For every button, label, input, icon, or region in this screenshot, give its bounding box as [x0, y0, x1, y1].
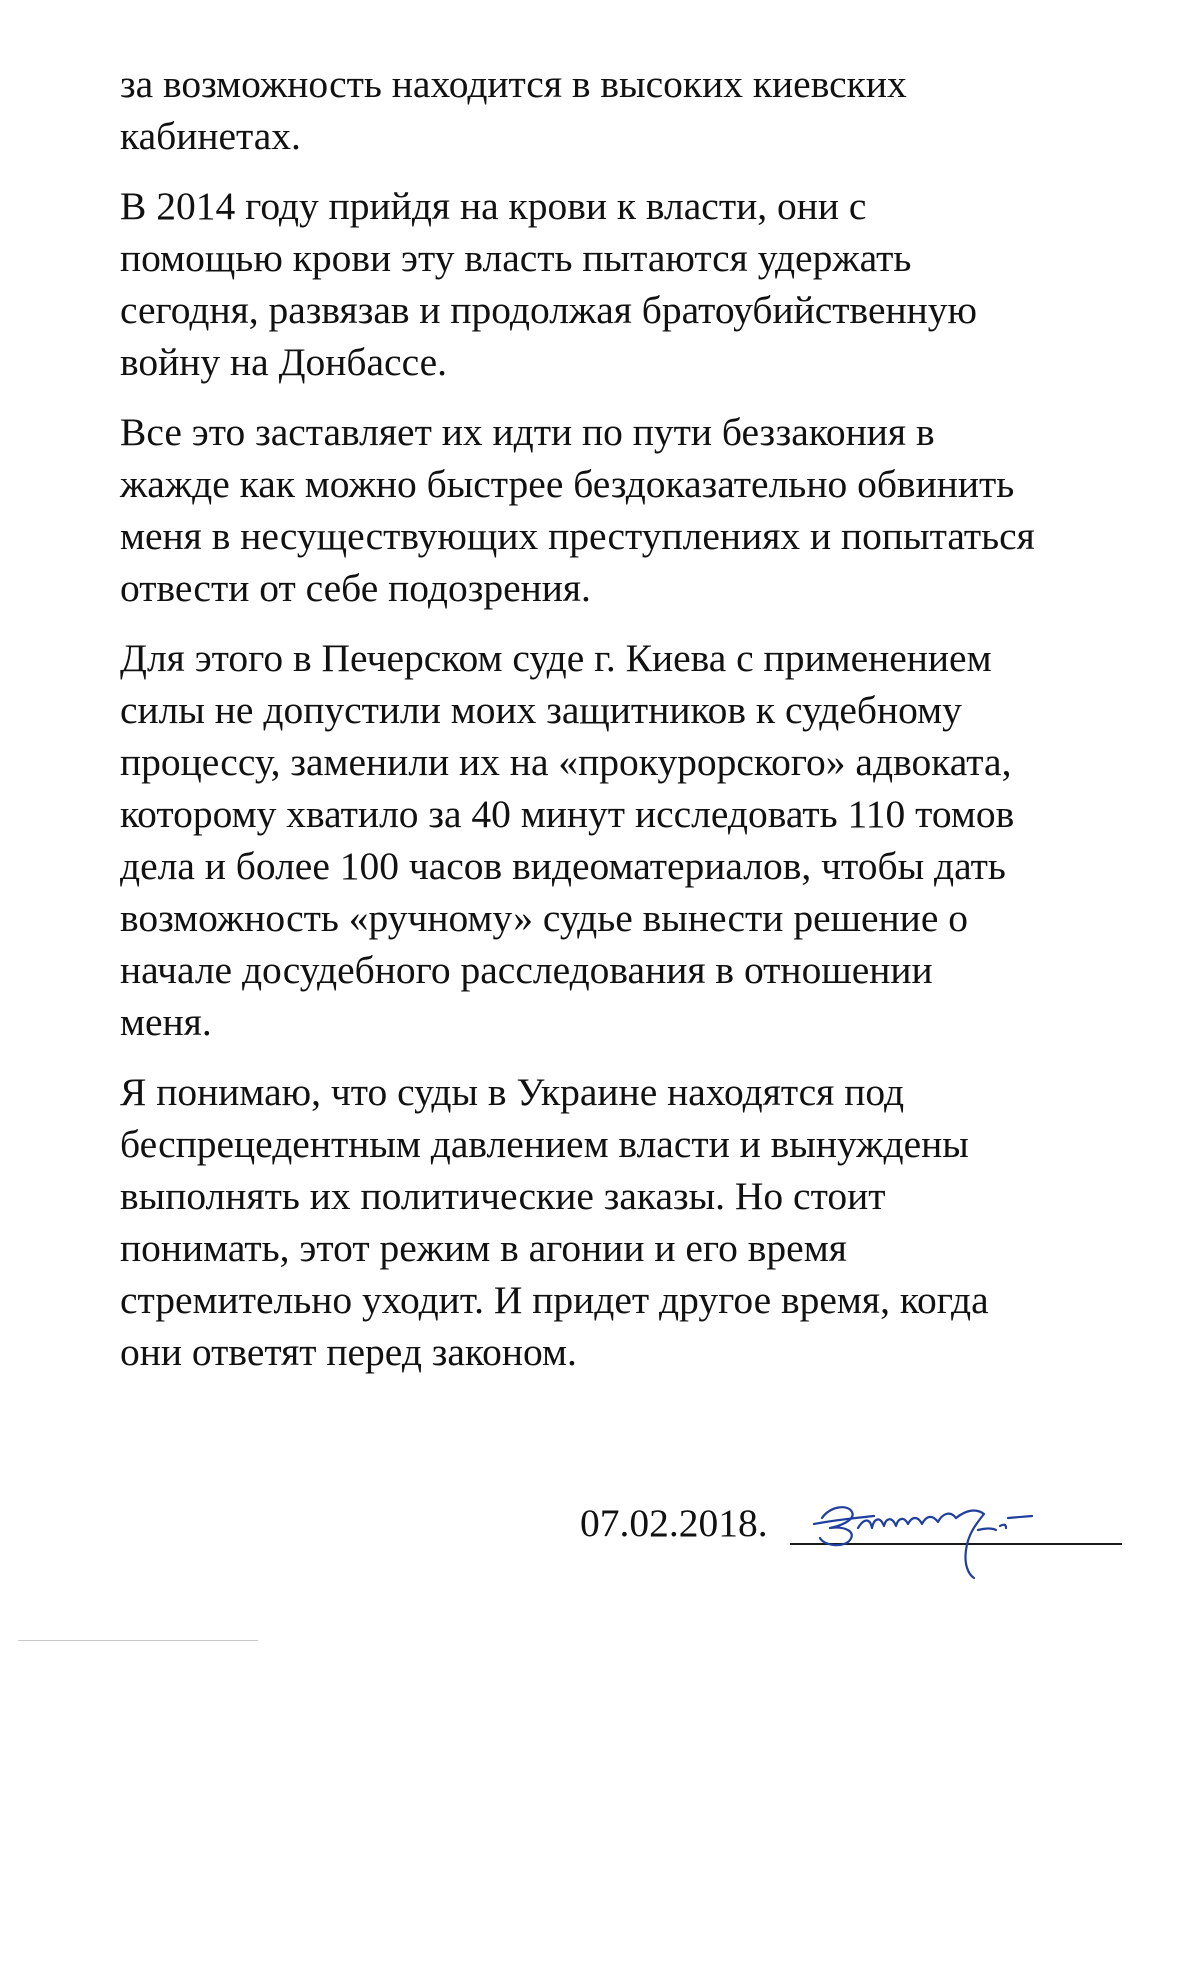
- signature-date: 07.02.2018.: [580, 1501, 768, 1545]
- text-line: за возможность находится в высоких киевских: [120, 62, 907, 106]
- text-line: они ответят перед законом.: [120, 1330, 577, 1374]
- text-line: В 2014 году прийдя на крови к власти, они с: [120, 184, 867, 228]
- text-line: войну на Донбассе.: [120, 340, 447, 384]
- text-line: стремительно уходит. И придет другое время, когда: [120, 1278, 989, 1322]
- text-line: сегодня, развязав и продолжая братоубийственную: [120, 288, 978, 332]
- text-line: отвести от себе подозрения.: [120, 566, 591, 610]
- paragraph-4: [120, 632, 1135, 1048]
- text-line: понимать, этот режим в агонии и его время: [120, 1226, 847, 1270]
- letter-body: [120, 58, 1135, 1396]
- text-line: Я понимаю, что суды в Украине находятся под: [120, 1070, 905, 1114]
- text-line: кабинетах.: [120, 114, 301, 158]
- paragraph-5: [120, 1066, 1135, 1378]
- paragraph-1: [120, 58, 1135, 162]
- page-edge-rule: [18, 1640, 258, 1641]
- text-line: выполнять их политические заказы. Но стоит: [120, 1174, 886, 1218]
- text-line: меня в несуществующих преступлениях и попытаться: [120, 514, 1035, 558]
- text-line: дела и более 100 часов видеоматериалов, чтобы дать: [120, 844, 1006, 888]
- text-line: которому хватило за 40 минут исследовать 110 томов: [120, 792, 1015, 836]
- signature-ink: [814, 1507, 1032, 1578]
- paragraph-3: [120, 406, 1135, 614]
- text-line: возможность «ручному» судье вынести решение о: [120, 896, 968, 940]
- text-line: помощью крови эту власть пытаются удержать: [120, 236, 912, 280]
- text-line: процессу, заменили их на «прокурорского» адвоката,: [120, 740, 1012, 784]
- text-line: жажде как можно быстрее бездоказательно обвинить: [120, 462, 1015, 506]
- handwritten-signature: [800, 1488, 1100, 1598]
- text-line: Для этого в Печерском суде г. Киева с применением: [120, 636, 992, 680]
- text-line: Все это заставляет их идти по пути беззакония в: [120, 410, 935, 454]
- text-line: беспрецедентным давлением власти и вынуждены: [120, 1122, 969, 1166]
- text-line: начале досудебного расследования в отношении: [120, 948, 933, 992]
- text-line: меня.: [120, 1000, 212, 1044]
- text-line: силы не допустили моих защитников к судебному: [120, 688, 962, 732]
- paragraph-2: [120, 180, 1135, 388]
